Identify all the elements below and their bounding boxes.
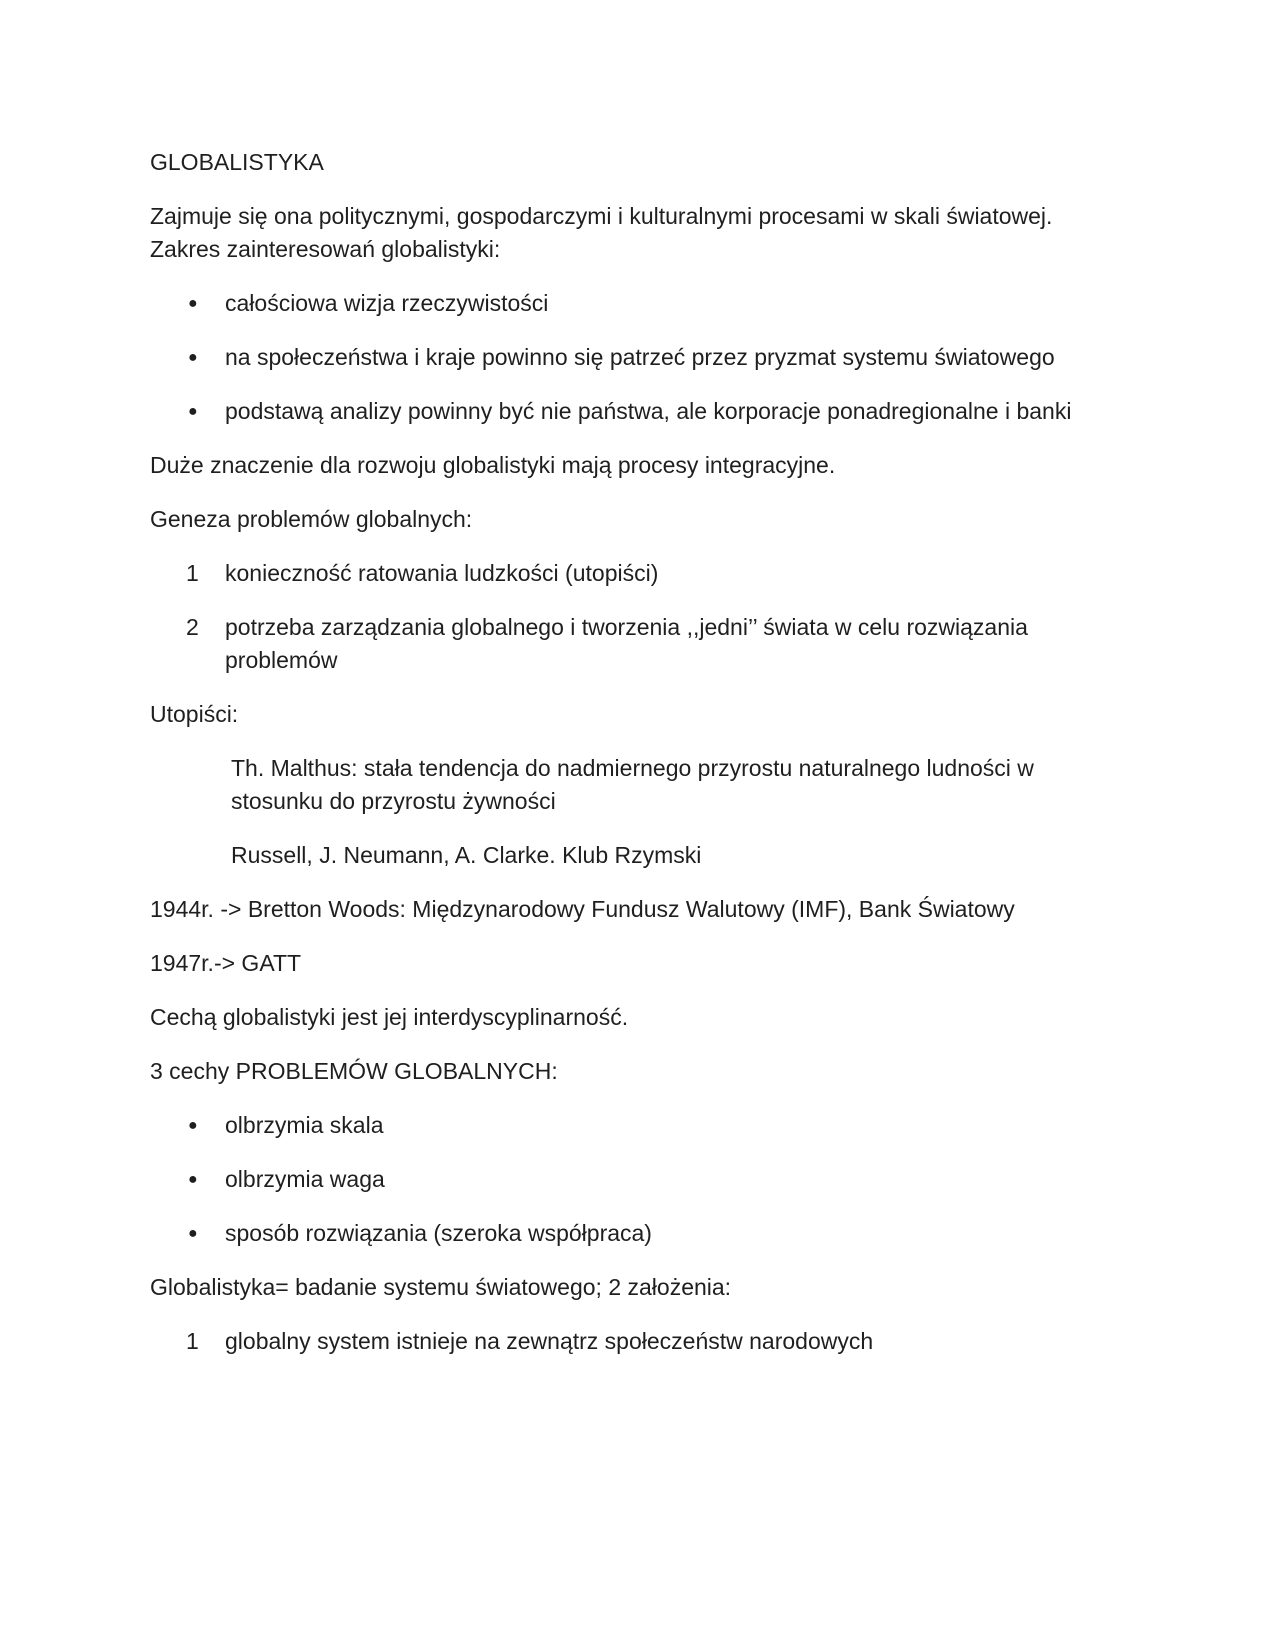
list-item	[150, 1325, 1110, 1358]
scope-bullet-list	[150, 287, 1110, 428]
bullet-icon: ●	[188, 403, 198, 420]
list-number: 2	[186, 614, 199, 640]
utopist-others: Russell, J. Neumann, A. Clarke. Klub Rzymski	[231, 842, 702, 868]
list-item	[150, 395, 1110, 428]
list-item-text: całościowa wizja rzeczywistości	[225, 290, 549, 316]
list-item	[150, 1163, 1110, 1196]
bullet-icon: ●	[188, 1117, 198, 1134]
features-heading: 3 cechy PROBLEMÓW GLOBALNYCH:	[150, 1058, 558, 1084]
list-item	[150, 557, 1110, 590]
list-item	[150, 287, 1110, 320]
list-item-text: globalny system istnieje na zewnątrz społeczeństw narodowych	[225, 1328, 874, 1354]
list-item-text: potrzeba zarządzania globalnego i tworzenia ,,jedni’’ świata w celu rozwiązania problemów	[225, 614, 1028, 673]
list-item-text: na społeczeństwa i kraje powinno się patrzeć przez pryzmat systemu światowego	[225, 344, 1055, 370]
document-title: GLOBALISTYKA	[150, 149, 324, 175]
list-item-text: podstawą analizy powinny być nie państwa, ale korporacje ponadregionalne i banki	[225, 398, 1072, 424]
genesis-heading: Geneza problemów globalnych:	[150, 506, 473, 532]
list-item	[150, 611, 1110, 677]
list-item	[150, 341, 1110, 374]
assumptions-heading: Globalistyka= badanie systemu światowego; 2 założenia:	[150, 1274, 732, 1300]
features-bullet-list	[150, 1109, 1110, 1250]
history-1947: 1947r.-> GATT	[150, 950, 302, 976]
list-number: 1	[186, 560, 199, 586]
assumptions-numbered-list	[150, 1325, 1110, 1358]
list-item-text: olbrzymia skala	[225, 1112, 384, 1138]
genesis-numbered-list	[150, 557, 1110, 677]
utopists-heading: Utopiści:	[150, 701, 239, 727]
utopist-malthus: Th. Malthus: stała tendencja do nadmiernego przyrostu naturalnego ludności w stosunku do przyrostu żywności	[231, 755, 1034, 814]
list-item	[150, 1217, 1110, 1250]
list-item	[150, 1109, 1110, 1142]
bullet-icon: ●	[188, 295, 198, 312]
bullet-icon: ●	[188, 349, 198, 366]
list-item-text: olbrzymia waga	[225, 1166, 385, 1192]
integration-paragraph: Duże znaczenie dla rozwoju globalistyki mają procesy integracyjne.	[150, 452, 836, 478]
intro-paragraph: Zajmuje się ona politycznymi, gospodarczymi i kulturalnymi procesami w skali światowej. Zakres zainteresowań globalistyki:	[150, 203, 1053, 262]
list-number: 1	[186, 1328, 199, 1354]
interdisciplinary-paragraph: Cechą globalistyki jest jej interdyscyplinarność.	[150, 1004, 629, 1030]
bullet-icon: ●	[188, 1171, 198, 1188]
list-item-text: sposób rozwiązania (szeroka współpraca)	[225, 1220, 652, 1246]
bullet-icon: ●	[188, 1225, 198, 1242]
list-item-text: konieczność ratowania ludzkości (utopiści)	[225, 560, 659, 586]
history-1944: 1944r. -> Bretton Woods: Międzynarodowy Fundusz Walutowy (IMF), Bank Światowy	[150, 896, 1015, 922]
document-page	[150, 146, 1110, 1379]
